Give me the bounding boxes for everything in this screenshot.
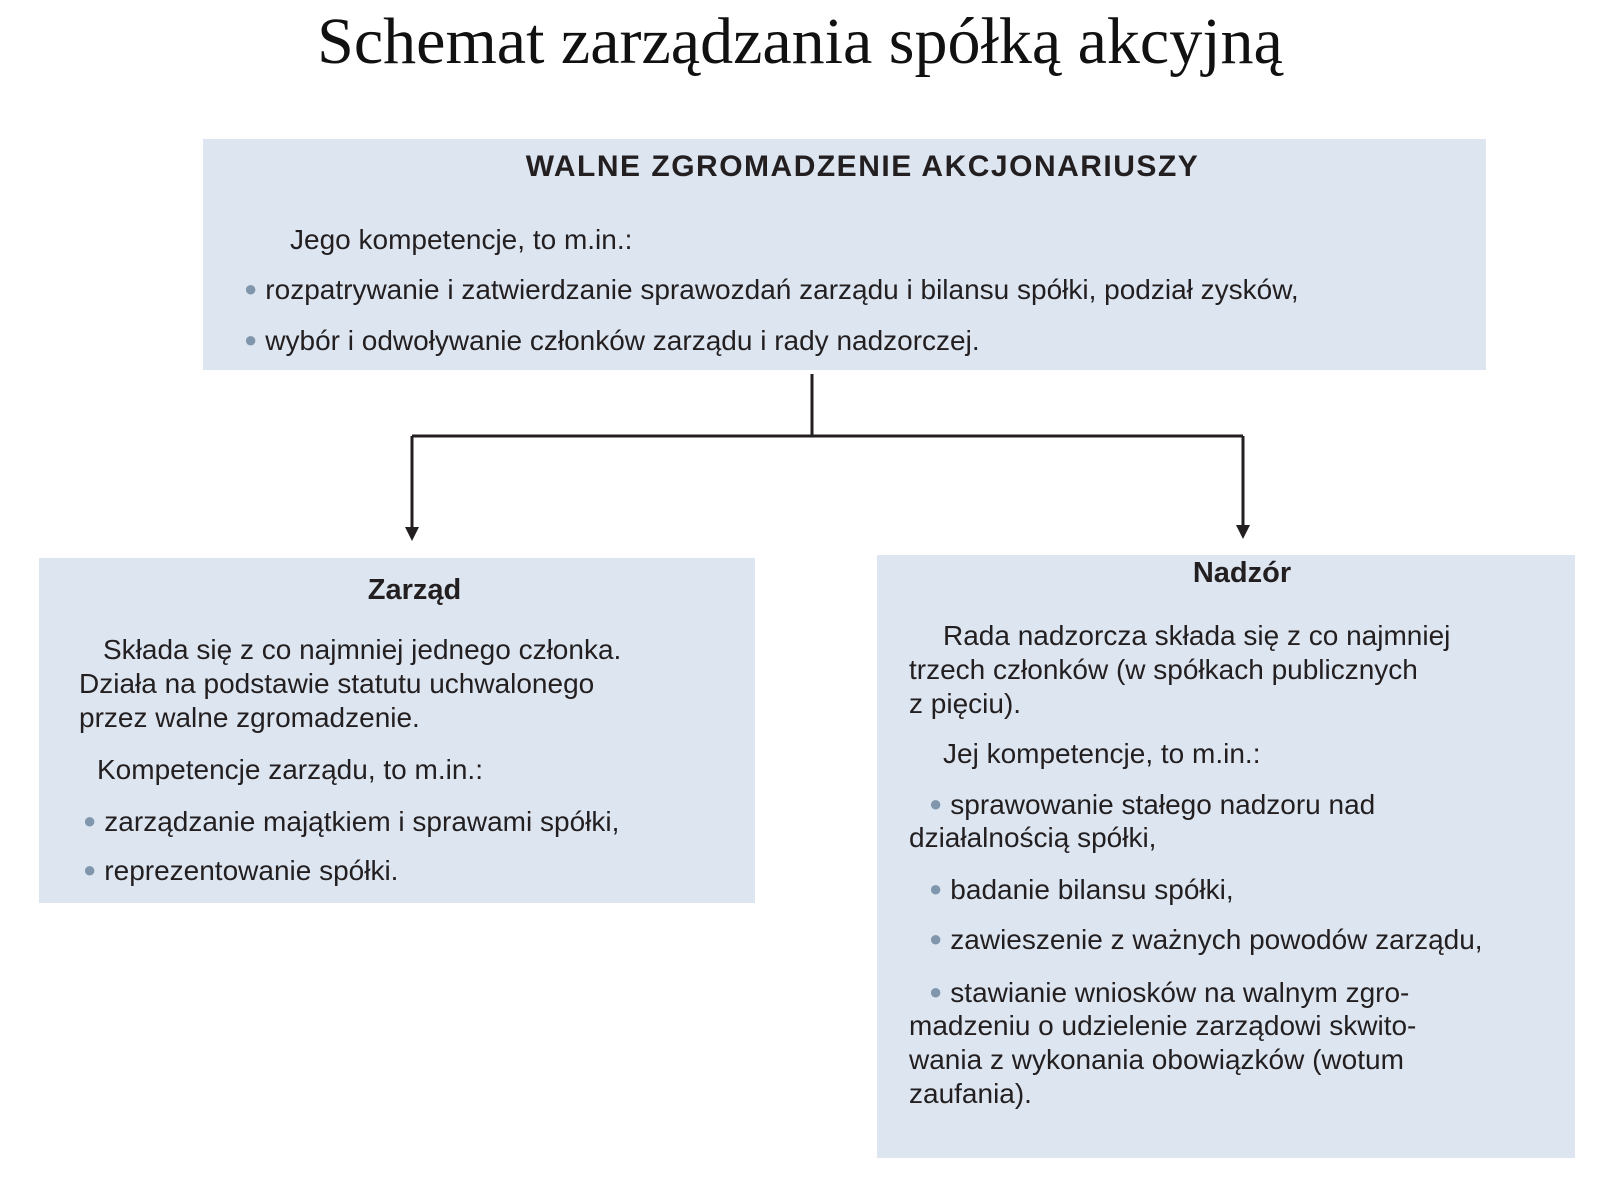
nadzor-heading: Nadzór (1192, 557, 1292, 589)
zarzad-paragraph-line-3: przez walne zgromadzenie. (79, 702, 420, 733)
nadzor-bullet-4-line-4: zaufania). (909, 1078, 1032, 1109)
bullet-dot: ● (929, 876, 943, 901)
nadzor-bullet-1-text: sprawowanie stałego nadzoru nad (950, 789, 1376, 820)
zarzad-heading: Zarząd (367, 574, 462, 606)
zarzad-bullet-1-text: zarządzanie majątkiem i sprawami spółki, (104, 806, 620, 837)
walne-zgromadzenie-heading: WALNE ZGROMADZENIE AKCJONARIUSZY (525, 150, 1200, 183)
nadzor-paragraph-line-1: Rada nadzorcza składa się z co najmniej (943, 620, 1451, 651)
nadzor-bullet-3 (929, 922, 1483, 957)
nadzor-bullet-4-line-3: wania z wykonania obowiązków (wotum (909, 1044, 1404, 1075)
walne-bullet-1-text: rozpatrywanie i zatwierdzanie sprawozdań zarządu i bilansu spółki, podział zysków, (265, 274, 1299, 305)
zarzad-paragraph-line-1: Składa się z co najmniej jednego członka. (103, 634, 622, 665)
zarzad-intro: Kompetencje zarządu, to m.in.: (97, 754, 483, 785)
nadzor-bullet-3-text: zawieszenie z ważnych powodów zarządu, (950, 924, 1483, 955)
nadzor-bullet-4 (929, 975, 1409, 1010)
nadzor-bullet-1-continuation: działalnością spółki, (909, 822, 1157, 853)
nadzor-bullet-4-text: stawianie wniosków na walnym zgro- (950, 977, 1410, 1008)
nadzor-bullet-2-text: badanie bilansu spółki, (950, 874, 1234, 905)
zarzad-paragraph-line-2: Działa na podstawie statutu uchwalonego (79, 668, 595, 699)
zarzad-bullet-2-text: reprezentowanie spółki. (104, 855, 399, 886)
walne-bullet-2-text: wybór i odwoływanie członków zarządu i rady nadzorczej. (265, 325, 980, 356)
walne-bullet-2 (244, 323, 980, 358)
nadzor-bullet-4-line-2: madzeniu o udzielenie zarządowi skwito- (909, 1010, 1417, 1041)
arrow-to-zarzad (405, 527, 419, 541)
bullet-dot: ● (929, 926, 943, 951)
bullet-dot: ● (929, 979, 943, 1004)
nadzor-bullet-1 (929, 787, 1375, 822)
nadzor-paragraph-line-3: z pięciu). (909, 688, 1022, 719)
zarzad-bullet-1 (83, 804, 619, 839)
nadzor-bullet-2 (929, 872, 1234, 907)
bullet-dot: ● (83, 808, 97, 833)
nadzor-intro: Jej kompetencje, to m.in.: (943, 738, 1261, 769)
bullet-dot: ● (929, 791, 943, 816)
diagram-title: Schemat zarządzania spółką akcyjną (317, 5, 1283, 78)
bullet-dot: ● (244, 327, 258, 352)
arrow-to-nadzor (1236, 525, 1250, 539)
walne-intro: Jego kompetencje, to m.in.: (290, 224, 633, 255)
bullet-dot: ● (244, 276, 258, 301)
walne-bullet-1 (244, 272, 1299, 307)
zarzad-bullet-2 (83, 853, 398, 888)
nadzor-paragraph-line-2: trzech członków (w spółkach publicznych (909, 654, 1418, 685)
bullet-dot: ● (83, 857, 97, 882)
